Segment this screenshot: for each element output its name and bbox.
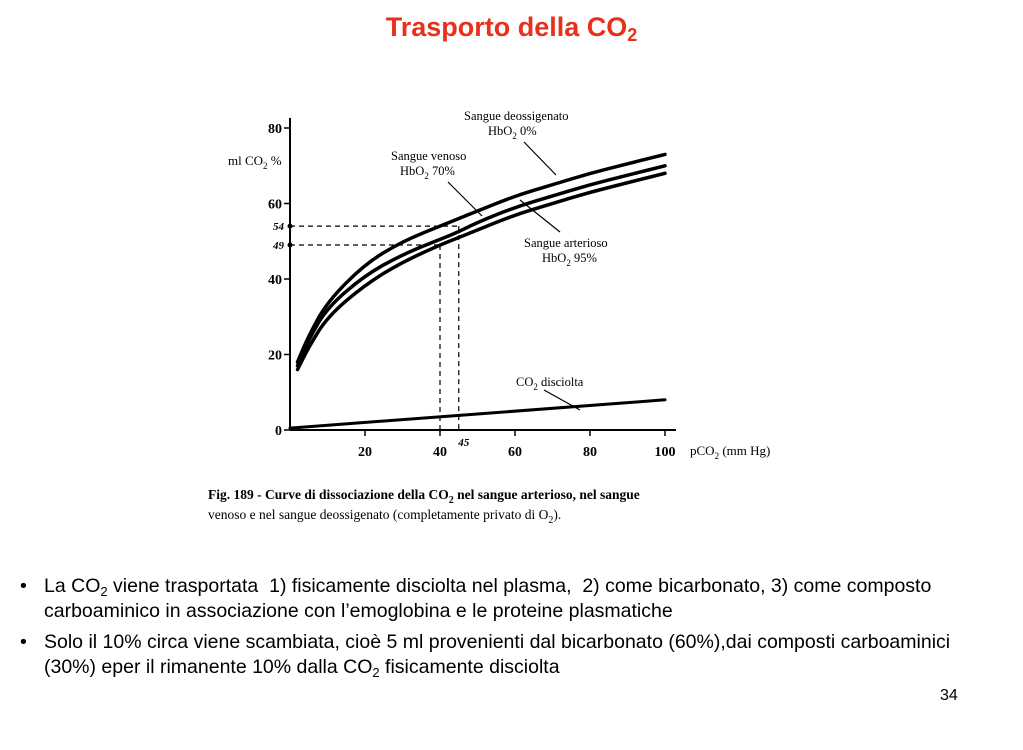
arterial-label-line2: HbO$_2$ 95%: [542, 251, 597, 268]
figure-caption-line2: venoso e nel sangue deossigenato (completamente privato di $O_2$).: [208, 507, 562, 526]
bullet-2-text: Solo il 10% circa viene scambiata, cioè 5 ml provenienti dal bicarbonato (60%),dai composti carboaminici (30%) eper il rimanente 10% dalla $CO_2$ fisicamente disciolta: [44, 631, 951, 680]
y-tick-label: 20: [268, 348, 282, 364]
series-curve-3: [298, 173, 666, 369]
venous-label-line1: Sangue venoso: [391, 149, 467, 163]
y-tick-label: 0: [275, 424, 282, 439]
x-tick-label: 80: [583, 445, 597, 460]
slide-title-subscript: 2: [627, 25, 638, 45]
guide-point: [288, 224, 293, 229]
arterial-label-line1: Sangue arterioso: [524, 236, 608, 250]
y-tick-label: 40: [268, 273, 282, 288]
x-tick-label: 20: [358, 445, 372, 460]
x-tick-label: 40: [433, 445, 447, 460]
deoxygenated-label-line1: Sangue deossigenato: [464, 109, 569, 123]
bullet-dot: •: [20, 631, 27, 653]
page-number: 34: [940, 687, 958, 704]
curves: [290, 154, 665, 428]
bullet-dot: •: [20, 575, 27, 597]
marked-value-label: 54: [273, 221, 284, 234]
marked-value-label: 49: [273, 240, 284, 253]
x-tick-label: 100: [654, 445, 676, 460]
bullet-list: [20, 574, 980, 686]
y-tick-label: 80: [268, 122, 282, 137]
figure-caption-line1: Fig. 189 - Curve di dissociazione della $CO_2$ nel sangue arterioso, nel sangue: [208, 487, 640, 506]
venous-pointer: [448, 182, 482, 216]
marked-x-label: 45: [458, 437, 470, 449]
series-curve-2: [298, 166, 666, 366]
deoxygenated-pointer: [524, 142, 556, 175]
deoxygenated-label-line2: HbO$_2$ 0%: [488, 124, 537, 141]
series-curve-4: [290, 400, 665, 428]
bullet-item-1: [20, 574, 980, 624]
venous-label-line2: HbO$_2$ 70%: [400, 164, 455, 181]
dashed-guides: [272, 221, 470, 449]
x-tick-label: 60: [508, 445, 522, 460]
axis-ticks: [268, 122, 676, 460]
guide-point: [288, 243, 293, 248]
y-tick-label: 60: [268, 197, 282, 213]
x-axis-label: pCO$_2$ (mm Hg): [690, 443, 771, 461]
bullet-1-text: La $CO_2$ viene trasportata 1) fisicamente disciolta nel plasma, 2) come bicarbonato, 3) come composto carboaminico in associazione con l’emoglobina e le proteine plasmatiche: [44, 575, 932, 622]
slide-title-text: Trasporto della CO: [385, 12, 628, 42]
y-axis-label: ml $CO_2$ %: [228, 153, 282, 171]
bullet-item-2: [20, 630, 980, 680]
dissolved-co2-label: $CO_2$ disciolta: [516, 375, 584, 392]
